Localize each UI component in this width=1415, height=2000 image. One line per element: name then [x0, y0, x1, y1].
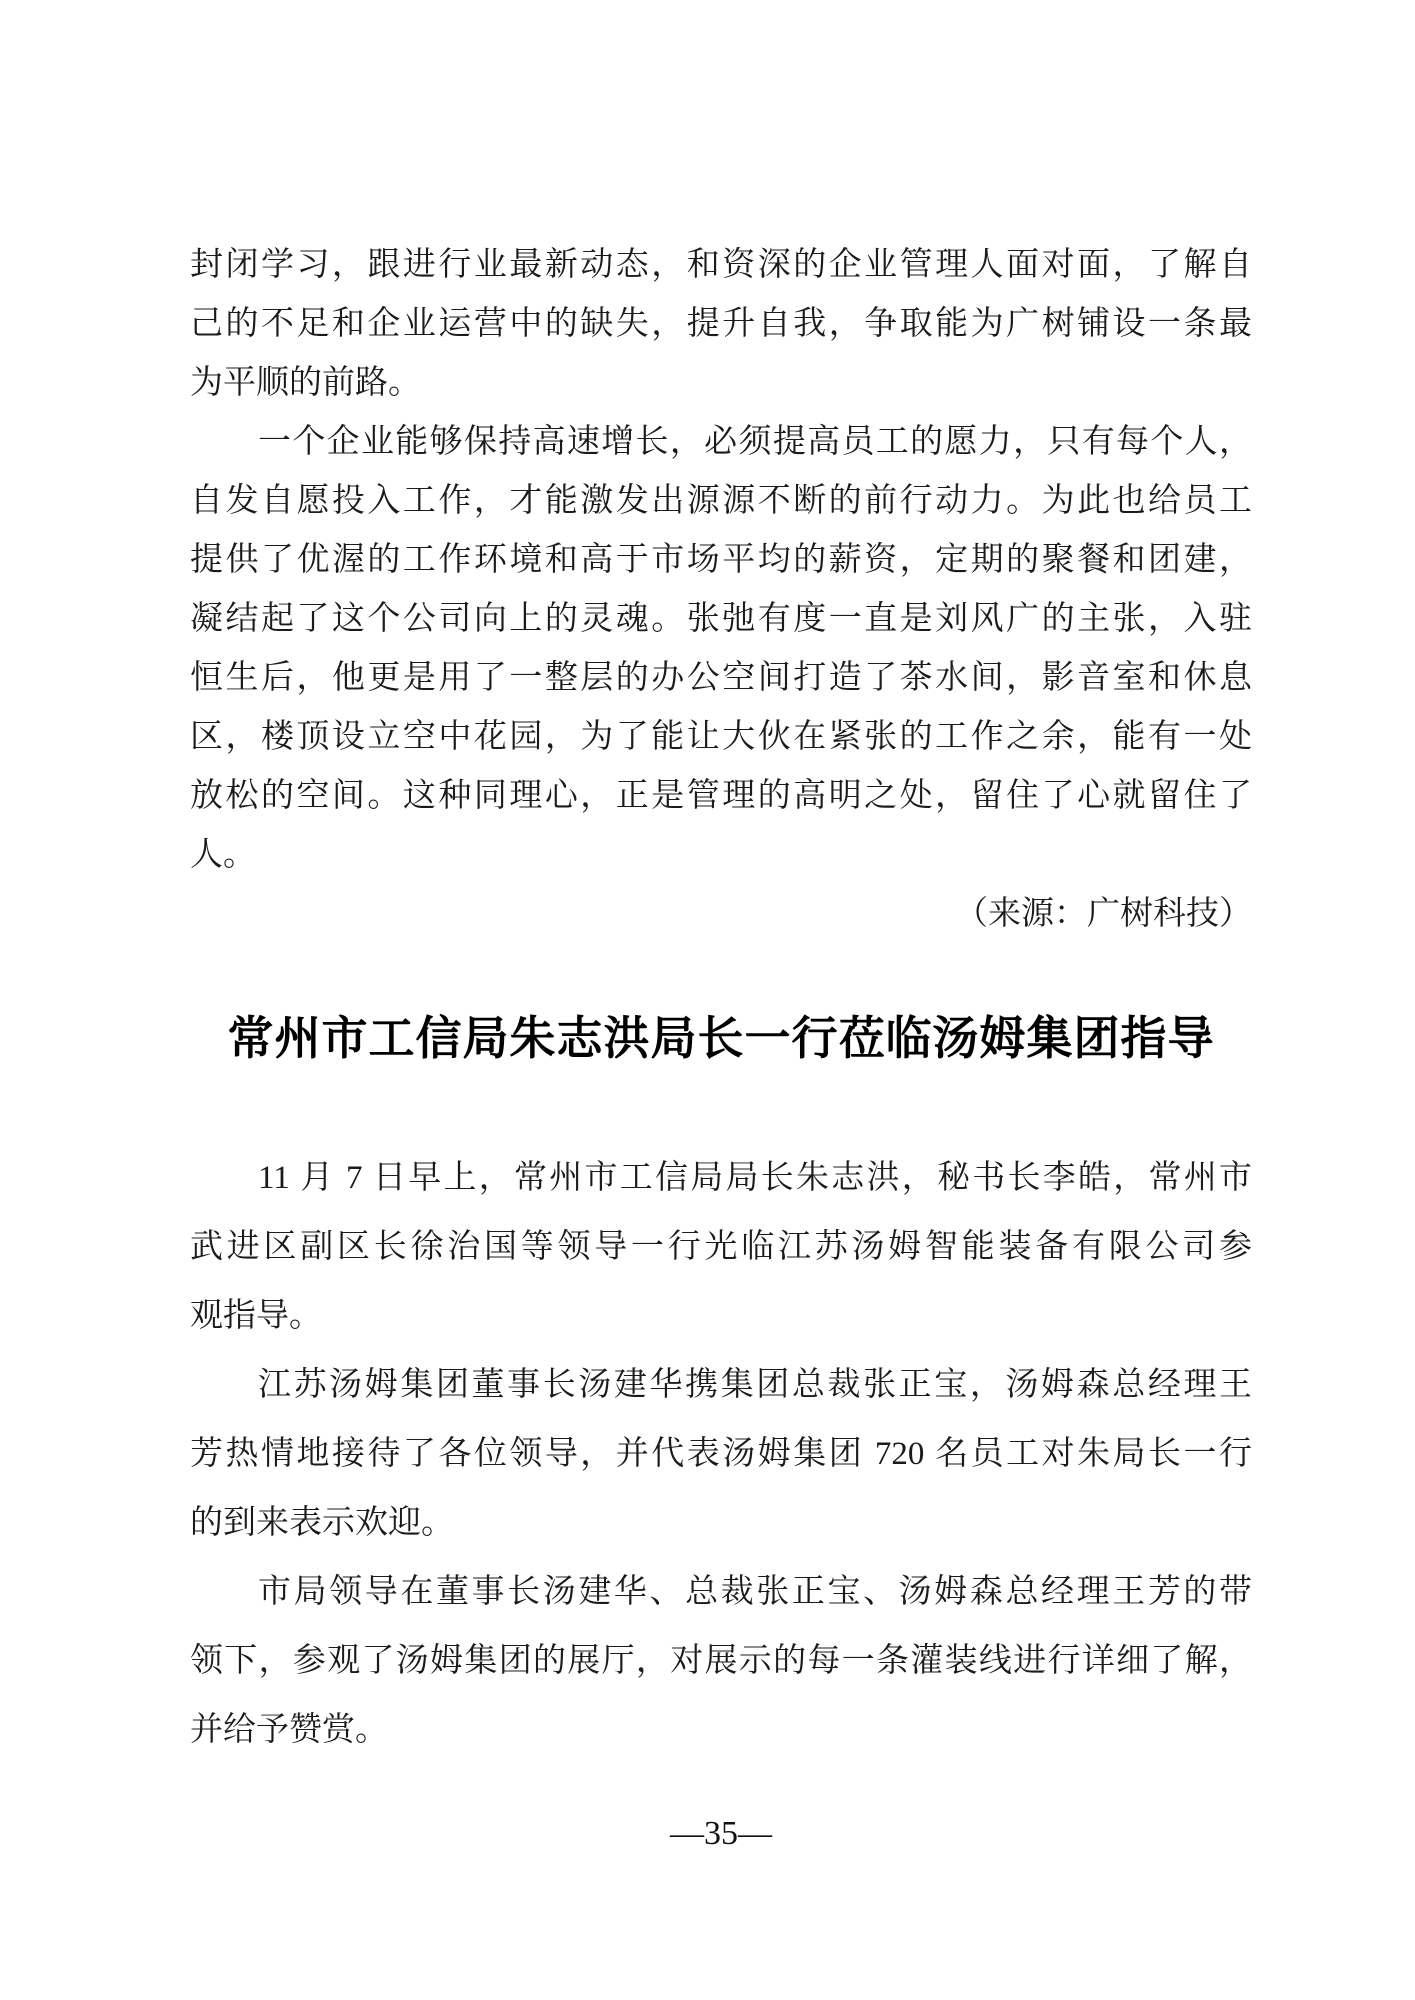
body-line: 为平顺的前路。	[190, 365, 421, 401]
body-line: 市局领导在董事长汤建华、总裁张正宝、汤姆森总经理王芳的带	[258, 1574, 1252, 1610]
body-line: 并给予赞赏。	[190, 1712, 388, 1748]
body-line: 放松的空间。这种同理心，正是管理的高明之处，留住了心就留住了	[190, 778, 1252, 814]
body-line: 封闭学习，跟进行业最新动态，和资深的企业管理人面对面，了解自	[190, 247, 1252, 283]
body-line: 人。	[190, 837, 256, 873]
article-2	[190, 1144, 1252, 1765]
body-line: 江苏汤姆集团董事长汤建华携集团总裁张正宝，汤姆森总经理王	[258, 1367, 1252, 1403]
body-line: 芳热情地接待了各位领导，并代表汤姆集团 720 名员工对朱局长一行	[190, 1436, 1252, 1472]
body-line: 的到来表示欢迎。	[190, 1505, 454, 1541]
body-line: 一个企业能够保持高速增长，必须提高员工的愿力，只有每个人，	[258, 424, 1252, 460]
body-line: 凝结起了这个公司向上的灵魂。张弛有度一直是刘风广的主张，入驻	[190, 601, 1252, 637]
article-2-title: 常州市工信局朱志洪局长一行莅临汤姆集团指导	[227, 1012, 1215, 1064]
page-number: —35—	[670, 1815, 772, 1852]
source-attribution: （来源：广树科技）	[955, 896, 1252, 932]
body-line: 领下，参观了汤姆集团的展厅，对展示的每一条灌装线进行详细了解，	[190, 1643, 1252, 1679]
body-line: 11 月 7 日早上，常州市工信局局长朱志洪，秘书长李皓，常州市	[258, 1160, 1252, 1196]
body-line: 己的不足和企业运营中的缺失，提升自我，争取能为广树铺设一条最	[190, 306, 1252, 342]
article-1	[190, 236, 1252, 944]
body-line: 提供了优渥的工作环境和高于市场平均的薪资，定期的聚餐和团建，	[190, 542, 1252, 578]
body-line: 武进区副区长徐治国等领导一行光临江苏汤姆智能装备有限公司参	[190, 1229, 1252, 1265]
body-line: 区，楼顶设立空中花园，为了能让大伙在紧张的工作之余，能有一处	[190, 719, 1252, 755]
body-line: 观指导。	[190, 1298, 322, 1334]
body-line: 自发自愿投入工作，才能激发出源源不断的前行动力。为此也给员工	[190, 483, 1252, 519]
body-line: 恒生后，他更是用了一整层的办公空间打造了茶水间，影音室和休息	[190, 660, 1252, 696]
